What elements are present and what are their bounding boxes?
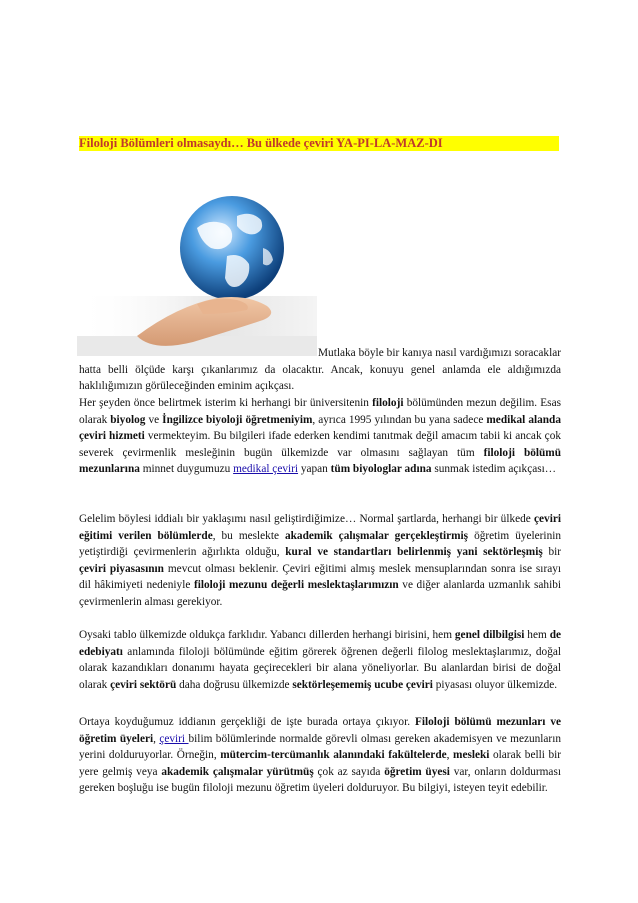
p5-text: çok az sayıda <box>313 765 385 778</box>
p5-text: , <box>446 749 454 762</box>
paragraph-4 <box>79 627 561 693</box>
p2-text: minnet duygumuzu <box>139 463 234 476</box>
p5-bold: mütercim-tercümanlık alanındaki fakültelerde <box>220 749 447 762</box>
p5-text: var, onların doldurması gereken boşluğu ise bugün filoloji mezunu öğretim üyeleri dolduruyor. Bu bilgiyi, isteyen teyit edebilir. <box>79 765 561 795</box>
p5-bold: öğretim üyesi <box>384 765 450 778</box>
p4-bold: çeviri sektörü <box>110 678 177 691</box>
p3-bold: çeviri piyasasının <box>79 562 164 575</box>
p3-text: bir <box>542 546 561 559</box>
p4-bold: sektörleşememiş ucube çeviri <box>292 678 433 691</box>
p2-text: yapan <box>298 463 331 476</box>
p3-bold: kural ve standartları belirlenmiş yani sektörleşmiş <box>285 546 543 559</box>
p3-bold: akademik çalışmalar gerçekleştirmiş <box>284 529 469 542</box>
p5-text: olarak belli bir yere gelmiş veya <box>79 749 562 778</box>
p4-text: piyasası oluyor ülkemizde. <box>432 678 558 691</box>
p5-text: , <box>153 732 160 745</box>
p3-text: Gelelim böylesi iddialı bir yaklaşımı nasıl geliştirdiğimize… Normal şartlarda, herhangi bir ülkede <box>79 513 535 525</box>
p4-text: daha doğrusu ülkemizde <box>176 678 293 691</box>
p2-text: , ayrıca 1995 yılından bu yana sadece <box>312 413 487 426</box>
globe-in-hand-image <box>77 186 317 356</box>
p2-bold: medikal alanda çeviri hizmeti <box>79 413 561 443</box>
p2-text: Her şeyden önce belirtmek isterim ki herhangi bir üniversitenin <box>79 397 373 409</box>
p2-text: vermekteyim. Bu bilgileri ifade ederken kendimi tanıtmak değil amacım tabii ki ancak çok severek çevirmenlik mesleğinin bugün ülkemizde var olmasını sağlayan tüm <box>79 430 561 459</box>
p5-text: Ortaya koyduğumuz iddianın gerçekliği de işte burada ortaya çıkıyor. <box>79 716 415 728</box>
paragraph-2 <box>79 395 561 478</box>
p4-text: anlamında filoloji bölümünde eğitim görerek öğrenen değerli filolog meslektaşlarımız, doğal olarak kazandıkları donanımı hayata geçirecekleri bir alana yöneliyorlar. Bu alanlardan birisi de doğal olarak <box>79 645 561 691</box>
p2-text: sunmak istedim açıkçası… <box>431 463 557 476</box>
p4-bold: genel dilbilgisi <box>454 629 525 641</box>
p3-text: , bu meslekte <box>212 529 285 542</box>
p4-text: Oysaki tablo ülkemizde oldukça farklıdır. Yabancı dillerden herhangi birisini, hem <box>79 629 455 641</box>
ceviri-link[interactable]: çeviri <box>159 732 189 745</box>
p2-text: ve <box>145 413 163 426</box>
p2-bold: İngilizce biyoloji öğretmeniyim <box>162 413 313 426</box>
p3-text: ve diğer alanlarda uzmanlık sahibi çevirmenlerin alması gerekiyor. <box>79 579 561 608</box>
p5-text: bilim bölümlerinde normalde görevli olması gereken akademisyen ve mezunların yerini dolduruyorlar. Örneğin, <box>79 732 561 762</box>
p5-bold: Filoloji bölümü mezunları ve öğretim üyeleri <box>79 716 562 745</box>
paragraph-5 <box>79 714 561 797</box>
globe-illustration <box>77 186 317 356</box>
p4-bold: de edebiyatı <box>79 629 561 658</box>
intro-paragraph: Mutlaka böyle bir kanıya nasıl vardığımızı soracaklar hatta belli ölçüde karşı çıkanlarımız da olacaktır. Ancak, konuyu genel anlamda ele aldığımızda haklılığımızın görüleceğinden eminim açıkçası. <box>79 347 561 393</box>
p3-bold: çeviri eğitimi verilen bölümlerde <box>79 513 561 542</box>
medikal-ceviri-link[interactable]: medikal çeviri <box>233 463 299 476</box>
p5-bold: akademik çalışmalar yürütmüş <box>161 765 314 778</box>
p2-bold: filoloji <box>372 397 404 409</box>
p2-bold: biyolog <box>110 413 146 426</box>
p2-bold: tüm biyologlar adına <box>330 463 432 476</box>
p2-text: bölümünden mezun değilim. Esas olarak <box>79 397 561 426</box>
p3-text: öğretim üyelerinin yetiştirdiği çevirmenlerin ağırlıkta olduğu, <box>79 529 562 559</box>
p2-bold: filoloji bölümü mezunlarına <box>79 446 561 476</box>
paragraph-3 <box>79 511 561 611</box>
p3-bold: filoloji mezunu değerli meslektaşlarımızın <box>193 579 399 592</box>
p3-text: mevcut olması beklenir. Çeviri eğitimi almış meslek mensuplarından sonra ise sırayı dil hâkimiyeti nedeniyle <box>79 562 562 592</box>
p4-text: hem <box>524 629 550 641</box>
p5-bold: mesleki <box>453 749 490 762</box>
article-title: Filoloji Bölümleri olmasaydı… Bu ülkede çeviri YA-PI-LA-MAZ-DI <box>79 136 559 151</box>
